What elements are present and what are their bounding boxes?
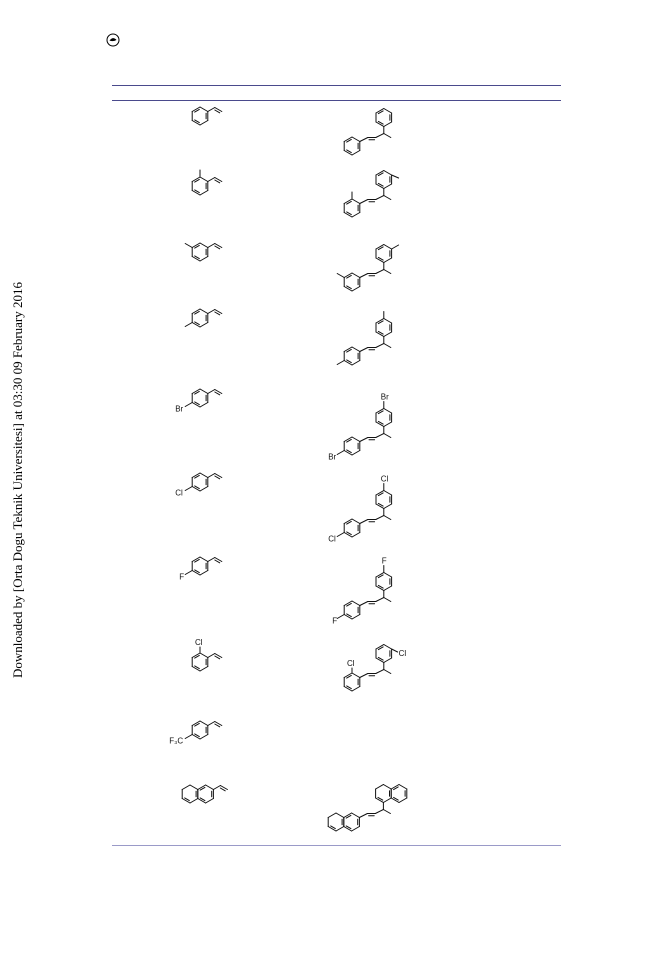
- table-row: [192, 170, 398, 217]
- product-structure: [337, 312, 391, 366]
- chloro-label: Cl: [175, 488, 183, 498]
- bromo-label: Br: [175, 404, 184, 414]
- product-structure: [328, 785, 407, 832]
- substrate-structure: [182, 785, 227, 803]
- substrate-structure: [192, 107, 222, 125]
- table-row: [192, 638, 406, 691]
- substrate-structure: [185, 243, 222, 261]
- substrate-structure: [175, 473, 222, 498]
- table-row: [192, 107, 391, 155]
- table-row: [179, 557, 391, 626]
- fluoro-label: F: [381, 556, 387, 566]
- fluoro-label: F: [332, 616, 338, 626]
- chloro-label: Cl: [398, 649, 407, 658]
- table-row: [175, 389, 391, 462]
- product-structure: [344, 171, 398, 218]
- substrate-structure: [169, 721, 222, 746]
- table-row: [169, 721, 222, 746]
- product-structure: [344, 645, 406, 692]
- product-structure: [332, 557, 391, 626]
- chloro-label: Cl: [380, 474, 389, 484]
- chloro-label: Cl: [328, 534, 336, 544]
- substrate-structure: [185, 309, 222, 327]
- substrate-structure: [175, 389, 222, 414]
- substrate-structure: [179, 557, 222, 582]
- table-row: [175, 473, 391, 544]
- table-row: [185, 309, 391, 365]
- table-row: [185, 243, 398, 291]
- chloro-label: Cl: [347, 659, 355, 668]
- product-structure: [344, 109, 391, 156]
- table-row: [182, 785, 407, 832]
- product-structure: [328, 393, 391, 462]
- substrate-structure: [192, 170, 222, 195]
- product-structure: [337, 245, 398, 292]
- substrate-structure: [192, 638, 222, 671]
- product-structure: [328, 475, 391, 544]
- bromo-label: Br: [380, 392, 389, 402]
- fluoro-label: F: [179, 572, 185, 582]
- trifluoromethyl-label: F₃C: [169, 736, 184, 746]
- chloro-label: Cl: [195, 638, 203, 647]
- bromo-label: Br: [328, 452, 337, 462]
- download-notice-text: Downloaded by [Orta Dogu Teknik Universitesi] at 03:30 09 February 2016: [10, 282, 25, 678]
